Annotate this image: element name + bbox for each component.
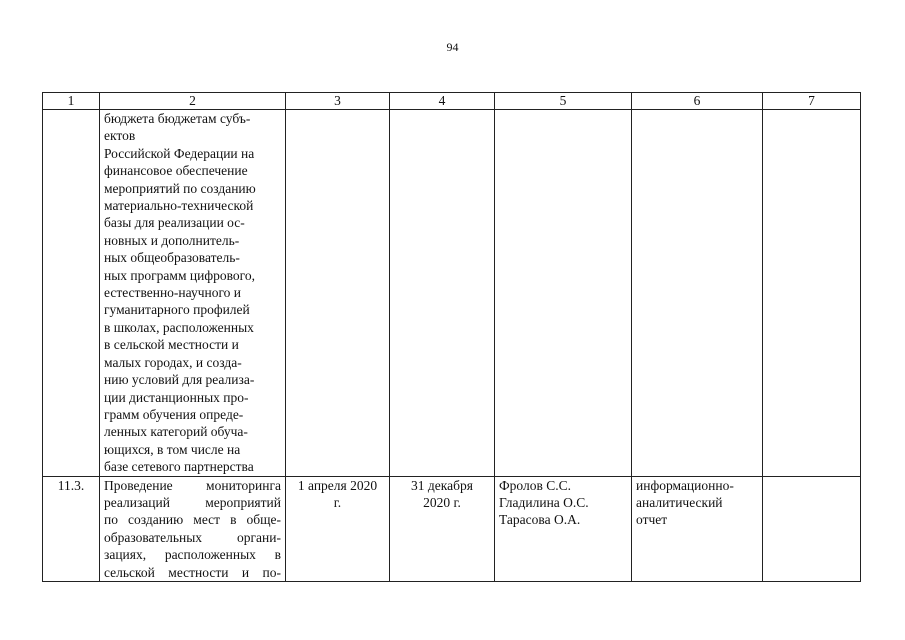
result-line: отчет [636,512,668,528]
notes-cell [763,110,861,477]
header-cell-2: 2 [100,93,286,110]
description-line: финансовое обеспечение [104,163,248,179]
description-line: реализаций мероприятий [104,494,281,510]
start-date-cell [286,476,390,581]
table-row [43,476,861,581]
description-line: образовательных органи- [104,529,281,545]
row-number-cell: 11.3. [43,476,100,581]
description-line: ных общеобразователь- [104,250,240,266]
description-line: ющихся, в том числе на [104,441,241,457]
header-row [43,93,861,110]
responsible-line: Тарасова О.А. [499,512,581,528]
end-date-line: 31 декабря [411,477,473,493]
description-line: ции дистанционных про- [104,389,249,405]
description-line: в сельской местности и [104,337,239,353]
responsible-line: Фролов С.С. [499,477,571,493]
description-line: базы для реализации ос- [104,215,245,231]
end-date-line: 2020 г. [423,494,461,510]
result-line: информационно- [636,477,734,493]
header-cell-1: 1 [43,93,100,110]
description-line: грамм обучения опреде- [104,406,244,422]
start-date-line: 1 апреля 2020 [297,477,378,493]
description-line: ных программ цифрового, [104,267,255,283]
header-cell-6: 6 [632,93,763,110]
row-number-cell [43,110,100,477]
result-line: аналитический [636,494,723,510]
description-line: Проведение мониторинга [104,477,281,493]
header-cell-4: 4 [390,93,495,110]
description-line: естественно-научного и [104,285,242,301]
description-line: ектов [104,128,136,144]
result-cell [632,110,763,477]
header-cell-7: 7 [763,93,861,110]
start-date-line: г. [333,494,342,510]
description-line: базе сетевого партнерства [104,459,254,475]
page-number: 94 [446,40,459,54]
notes-cell [763,476,861,581]
description-line: зациях, расположенных в [104,547,281,563]
description-line: малых городах, и созда- [104,354,242,370]
description-line: сельской местности и по- [104,564,281,580]
responsible-cell [495,110,632,477]
description-cell [100,476,286,581]
start-date-cell [286,110,390,477]
description-line: материально-технической [104,198,254,214]
description-line: нию условий для реализа- [104,372,255,388]
description-line: по созданию мест в обще- [104,512,281,528]
description-line: в школах, расположенных [104,319,254,335]
description-cell [100,110,286,477]
header-cell-3: 3 [286,93,390,110]
end-date-cell [390,476,495,581]
description-line: новных и дополнитель- [104,232,240,248]
responsible-line: Гладилина О.С. [499,494,589,510]
description-line: бюджета бюджетам субъ- [104,111,251,126]
description-line: гуманитарного профилей [104,302,250,318]
result-cell [632,476,763,581]
header-cell-5: 5 [495,93,632,110]
description-line: Российской Федерации на [104,145,255,161]
table-row [43,110,861,477]
plan-table [42,92,861,582]
responsible-cell [495,476,632,581]
description-line: мероприятий по созданию [104,180,256,196]
description-line: ленных категорий обуча- [104,424,248,440]
end-date-cell [390,110,495,477]
